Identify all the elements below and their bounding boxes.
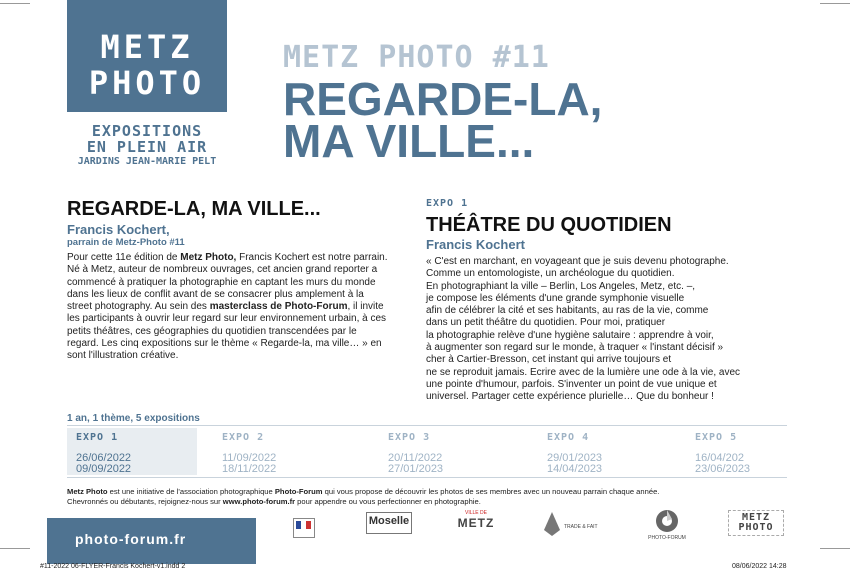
intro-text-d: masterclass de Photo-Forum bbox=[209, 301, 348, 313]
file-slug: #11-2022 06-FLYER-Francis Kochert-v1.indd 2 bbox=[40, 563, 186, 570]
patron-role: parrain de Metz-Photo #11 bbox=[67, 237, 185, 248]
intro-text-c: Francis Kochert est notre parrain. Né à Metz, auteur de nombreux ouvrages, cet ancien grand reporter a commencé à pratiquer la photographie en captant les murs du monde dans les lieux de conflit avant de se consacrer plus amplement à la street photography. Au sein des bbox=[67, 252, 388, 313]
expo1-text-line: ne se reproduit jamais. Ecrire avec de la lumière une ode à la vie, avec bbox=[426, 366, 741, 378]
expo1-text-line: En photographiant la ville – Berlin, Los Angeles, Metz, etc. –, bbox=[426, 280, 696, 292]
expo-end-date: 23/06/2023 bbox=[695, 463, 751, 475]
mp-line-1: METZ bbox=[741, 512, 771, 523]
photo-forum-logo bbox=[640, 508, 694, 541]
prefet-logo bbox=[293, 518, 315, 538]
moselle-logo bbox=[366, 512, 412, 534]
intro-text-e: , il invite les participants à ouvrir leur regard sur leur environnement urbain, à ces petits théâtres, ces géographies du quotidien transcendées par le regard. Les cinq expositions sur le thème « Regarde-la, ma ville… » en sont l'illustration créative. bbox=[67, 301, 387, 362]
timeline-divider bbox=[67, 425, 787, 426]
expo-end-date: 14/04/2023 bbox=[547, 463, 603, 475]
expo1-text-line: « C'est en marchant, en voyageant que je suis devenu photographe. bbox=[426, 256, 729, 267]
expo1-text-line: afin de célébrer la cité et ses habitants, au ras de la vie, comme bbox=[426, 305, 709, 317]
crop-mark bbox=[0, 548, 30, 549]
title-line-2: MA VILLE... bbox=[283, 115, 535, 167]
expo1-text-line: je compose les éléments d'une grande symphonie visuelle bbox=[426, 292, 685, 304]
intro-text-b: Metz Photo, bbox=[180, 252, 237, 263]
timeline-expo-dates bbox=[547, 453, 602, 475]
ville-de-metz-logo bbox=[452, 510, 500, 530]
jardins-label: JARDINS JEAN-MARIE PELT bbox=[77, 156, 217, 167]
footer-website-link[interactable]: www.photo-forum.fr bbox=[222, 497, 296, 506]
expo-end-date: 09/09/2022 bbox=[76, 463, 132, 475]
crop-mark bbox=[0, 3, 30, 4]
expo1-text-line: une pointe d'humour, parfois. S'inventer un point de vue unique et bbox=[426, 378, 717, 390]
expo-end-date: 27/01/2023 bbox=[388, 463, 444, 475]
timeline-expo-label: EXPO 4 bbox=[547, 432, 590, 443]
flag-icon bbox=[294, 519, 314, 537]
metz-photo-small-logo bbox=[728, 510, 784, 536]
expo1-text-line: Comme un entomologiste, un archéologue du quotidien. bbox=[426, 268, 675, 280]
timeline-title: 1 an, 1 thème, 5 expositions bbox=[67, 413, 200, 424]
edition-subtitle: METZ PHOTO #11 bbox=[283, 40, 550, 75]
crop-mark bbox=[820, 548, 850, 549]
timeline-expo-dates bbox=[388, 453, 443, 475]
timeline-expo-label: EXPO 1 bbox=[76, 432, 119, 443]
intro-paragraph bbox=[67, 252, 389, 363]
logo-line-1: METZ bbox=[100, 28, 194, 66]
footer-text-b: est une initiative de l'association photographique bbox=[107, 487, 275, 496]
crop-mark bbox=[820, 3, 850, 4]
footer-text-g: pour appendre ou vous perfectionner en photographie. bbox=[295, 497, 481, 506]
expositions-label: EXPOSITIONS bbox=[91, 122, 203, 140]
expo-start-date: 20/11/2022 bbox=[388, 452, 443, 464]
timeline-expo-label: EXPO 2 bbox=[222, 432, 265, 443]
photo-forum-site-button[interactable]: photo-forum.fr bbox=[47, 518, 256, 564]
photo-forum-text: PHOTO-FORUM bbox=[648, 535, 686, 541]
footer-text-c: Photo-Forum bbox=[274, 487, 323, 496]
expo-start-date: 26/06/2022 bbox=[76, 452, 132, 464]
metz-city-text: METZ bbox=[457, 516, 495, 530]
expo1-author: Francis Kochert bbox=[426, 237, 525, 252]
page-title bbox=[283, 73, 703, 167]
expo1-text bbox=[426, 256, 766, 404]
expo-start-date: 29/01/2023 bbox=[547, 452, 603, 464]
expo1-text-line: universel. Partager cette expérience plurielle… Que du bonheur ! bbox=[426, 391, 714, 403]
print-date: 08/06/2022 14:28 bbox=[732, 563, 787, 570]
footer-text-e: Chevronnés ou débutants, rejoignez-nous sur bbox=[67, 497, 223, 506]
timeline-expo-dates bbox=[222, 453, 276, 475]
footer-info bbox=[67, 487, 767, 507]
patron-name: Francis Kochert, bbox=[67, 222, 170, 237]
expo1-column bbox=[426, 198, 766, 404]
plein-air-label: EN PLEIN AIR bbox=[86, 138, 208, 156]
timeline-expo-label: EXPO 3 bbox=[388, 432, 431, 443]
expo1-text-line: dans un petit théâtre du quotidien. Pour moi, pratiquer bbox=[426, 317, 666, 329]
footer-text-d: qui vous propose de découvrir les photos de ses membres avec un nouveau parrain chaque année. bbox=[322, 487, 660, 496]
moselle-text: Moselle bbox=[368, 515, 410, 527]
expo1-heading: THÉÂTRE DU QUOTIDIEN bbox=[426, 214, 672, 236]
trade-text: TRADE & FAIT bbox=[564, 524, 598, 530]
expo-start-date: 11/09/2022 bbox=[222, 452, 277, 464]
timeline-expo-dates bbox=[695, 453, 750, 475]
expo-start-date: 16/04/202 bbox=[695, 452, 744, 464]
metz-photo-logo bbox=[67, 0, 227, 112]
intro-text-a: Pour cette 11e édition de bbox=[67, 252, 181, 263]
expo1-tag: EXPO 1 bbox=[426, 198, 469, 209]
ville-de-text: VILLE DE bbox=[465, 510, 487, 516]
expo1-text-line: cher à Cartier-Bresson, cet instant qui arrive toujours et bbox=[426, 354, 672, 366]
timeline-expo-label: EXPO 5 bbox=[695, 432, 738, 443]
timeline-expo-dates bbox=[76, 453, 131, 475]
trade-fait-logo bbox=[538, 510, 598, 536]
intro-heading: REGARDE-LA, MA VILLE... bbox=[67, 198, 321, 220]
expo-end-date: 18/11/2022 bbox=[222, 463, 277, 475]
expo1-text-line: à augmenter son regard sur le monde, à traquer « l'instant décisif » bbox=[426, 342, 724, 354]
logo-line-2: PHOTO bbox=[88, 64, 206, 102]
footer-text-a: Metz Photo bbox=[67, 487, 108, 496]
timeline-divider bbox=[67, 477, 787, 478]
trade-shape-icon bbox=[540, 510, 564, 536]
intro-column bbox=[67, 198, 389, 363]
expo1-text-line: la photographie relève d'une hygiène salutaire : apprendre à voir, bbox=[426, 329, 714, 341]
mp-line-2: PHOTO bbox=[738, 522, 774, 533]
title-line-1: REGARDE-LA, bbox=[283, 73, 603, 125]
aperture-icon bbox=[654, 508, 680, 534]
